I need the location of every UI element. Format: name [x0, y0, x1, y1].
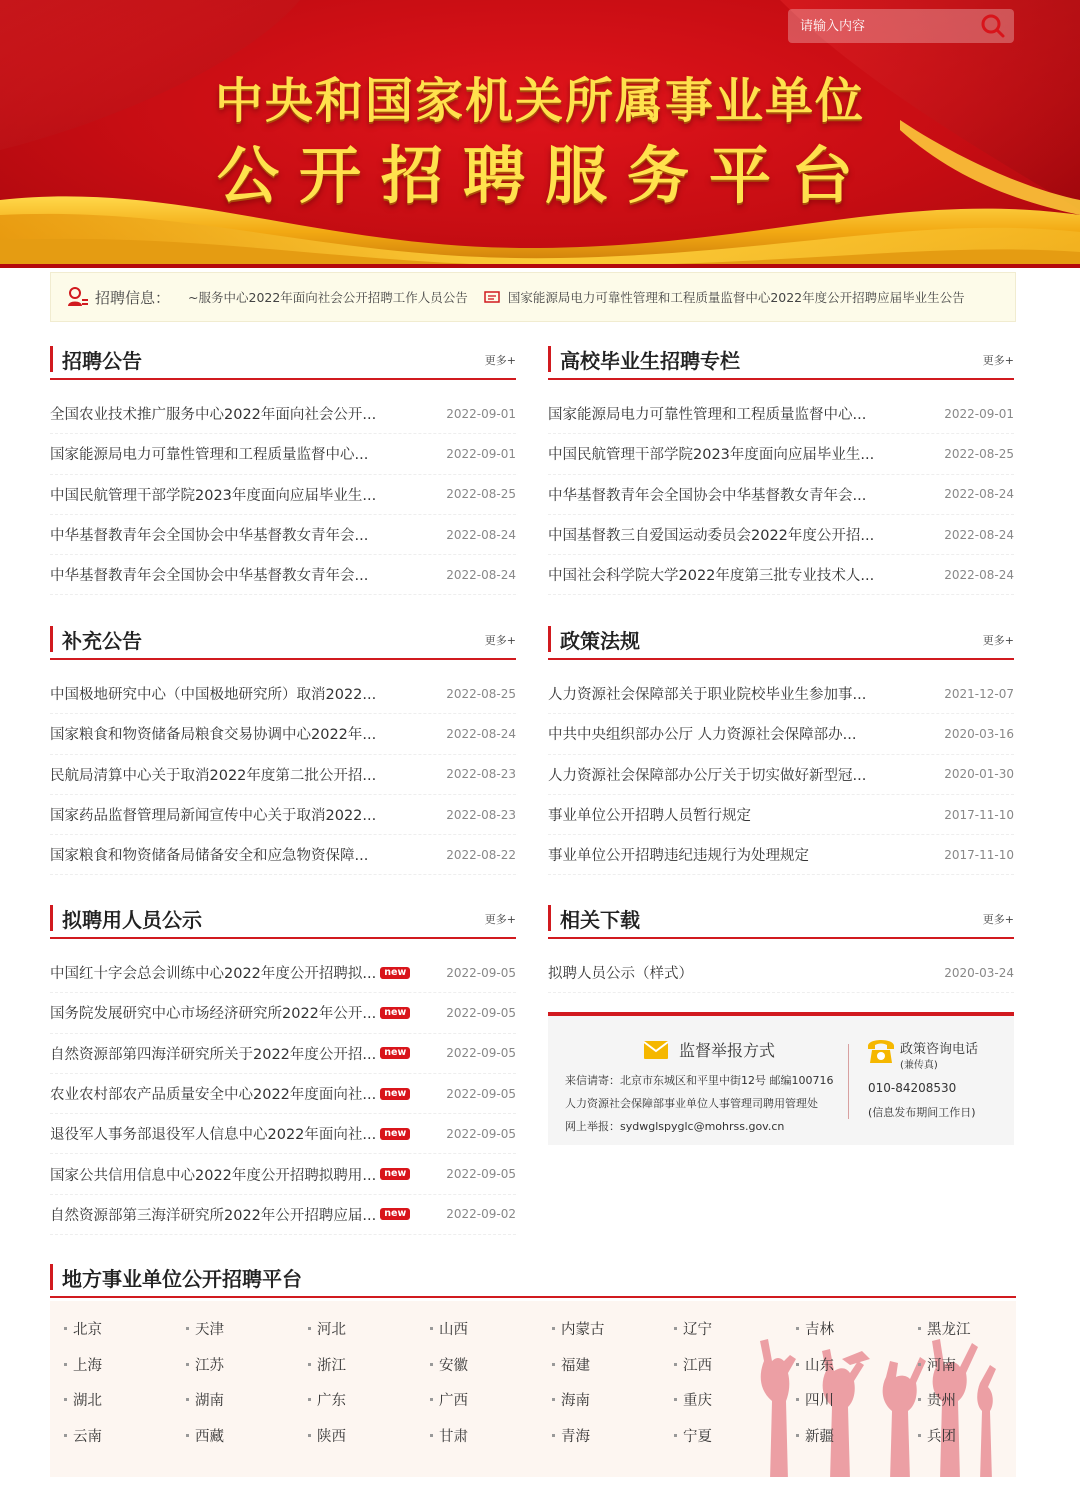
- list-item-date: 2022-09-02: [446, 1207, 516, 1222]
- list-item-title[interactable]: [548, 564, 944, 585]
- list-item[interactable]: [548, 555, 1014, 595]
- list-item-date: 2022-09-01: [446, 446, 516, 461]
- mail-icon: [643, 1040, 669, 1060]
- list-item-date: 2022-08-24: [446, 726, 516, 741]
- recruit-info-ticker: [50, 272, 1016, 322]
- list-item-date: 2022-09-05: [446, 965, 516, 980]
- province-link[interactable]: 湖北: [64, 1382, 186, 1418]
- section-title: 拟聘用人员公示: [62, 907, 202, 932]
- province-link[interactable]: 四川: [796, 1382, 918, 1418]
- list-item[interactable]: [50, 674, 516, 714]
- list-item-title[interactable]: [548, 962, 944, 983]
- more-link[interactable]: 更多+: [982, 354, 1014, 367]
- province-link[interactable]: 新疆: [796, 1418, 918, 1454]
- province-link[interactable]: 吉林: [796, 1311, 918, 1347]
- list-item-title-text: 国家粮食和物资储备局储备安全和应急物资保障...: [50, 848, 369, 865]
- list-item-title[interactable]: [548, 764, 944, 785]
- section-header: [50, 1258, 1016, 1298]
- list-item-date: 2020-03-16: [944, 726, 1014, 741]
- section-header: [548, 340, 1014, 380]
- list-item-title-text: 中华基督教青年会全国协会中华基督教女青年会...: [50, 568, 369, 585]
- list-item[interactable]: [50, 1034, 516, 1074]
- list-item-date: 2022-09-05: [446, 1167, 516, 1182]
- new-badge: new: [380, 967, 410, 979]
- section-accent: [548, 905, 551, 931]
- list-item-date: 2020-01-30: [944, 767, 1014, 782]
- list-item[interactable]: [50, 755, 516, 795]
- news-list: [50, 394, 516, 595]
- section-accent: [50, 346, 53, 372]
- province-link[interactable]: 河北: [308, 1311, 430, 1347]
- news-list: [548, 953, 1014, 993]
- list-item-title[interactable]: [548, 403, 944, 424]
- banner-title-line1: 中央和国家机关所属事业单位: [214, 73, 865, 129]
- list-item[interactable]: [50, 1154, 516, 1194]
- ticker-item-text: ~服务中心2022年面向社会公开招聘工作人员公告: [188, 290, 468, 305]
- more-link[interactable]: 更多+: [982, 913, 1014, 926]
- list-item-date: 2017-11-10: [944, 847, 1014, 862]
- list-item-title[interactable]: [50, 484, 446, 505]
- list-item-title[interactable]: [50, 764, 446, 785]
- list-item-title[interactable]: [50, 844, 446, 865]
- list-item-date: 2022-08-22: [446, 847, 516, 862]
- province-link[interactable]: 宁夏: [674, 1418, 796, 1454]
- section-accent: [50, 1264, 53, 1290]
- section-supplement: [50, 620, 516, 875]
- list-item[interactable]: [50, 835, 516, 875]
- list-item[interactable]: [50, 394, 516, 434]
- banner-title-line2: 公开招聘服务平台: [216, 139, 873, 212]
- hotline-title: 政策咨询电话: [900, 1042, 979, 1057]
- list-item-title[interactable]: [50, 443, 446, 464]
- new-badge: new: [380, 1208, 410, 1220]
- list-item-title[interactable]: [548, 683, 944, 704]
- province-link[interactable]: 江西: [674, 1347, 796, 1383]
- list-item-title[interactable]: [50, 804, 446, 825]
- province-link[interactable]: 海南: [552, 1382, 674, 1418]
- list-item-date: 2022-08-25: [446, 487, 516, 502]
- document-icon: [484, 291, 500, 303]
- section-proposed: [50, 899, 516, 1235]
- list-item-title[interactable]: [50, 524, 446, 545]
- province-link[interactable]: 黑龙江: [918, 1311, 1016, 1347]
- section-policy: [548, 620, 1014, 875]
- list-item-date: 2017-11-10: [944, 807, 1014, 822]
- list-item-date: 2022-08-25: [446, 686, 516, 701]
- new-badge: new: [380, 1128, 410, 1140]
- list-item[interactable]: [548, 953, 1014, 993]
- list-item-title-text: 自然资源部第四海洋研究所关于2022年度公开招...: [50, 1046, 377, 1063]
- province-link[interactable]: 甘肃: [430, 1418, 552, 1454]
- list-item-date: 2022-08-24: [944, 527, 1014, 542]
- section-header: [50, 620, 516, 660]
- list-item-date: 2022-08-23: [446, 807, 516, 822]
- list-item-date: 2022-08-24: [944, 567, 1014, 582]
- section-header: [50, 340, 516, 380]
- list-item-title-text: 人力资源社会保障部办公厅关于切实做好新型冠...: [548, 767, 867, 784]
- header-banner: [0, 0, 1080, 268]
- news-list: [548, 394, 1014, 595]
- list-item[interactable]: [548, 835, 1014, 875]
- list-item-title-text: 中华基督教青年会全国协会中华基督教女青年会...: [50, 528, 369, 545]
- list-item-title[interactable]: [548, 484, 944, 505]
- section-header: [50, 899, 516, 939]
- report-box: [548, 1012, 1014, 1145]
- list-item-title[interactable]: [50, 683, 446, 704]
- list-item-date: 2022-09-01: [446, 406, 516, 421]
- province-grid: [64, 1311, 1004, 1453]
- ticker-item-text: 国家能源局电力可靠性管理和工程质量监督中心2022年度公开招聘应届毕业生公告: [507, 290, 965, 305]
- list-item[interactable]: [50, 993, 516, 1033]
- list-item-title[interactable]: [548, 723, 944, 744]
- list-item[interactable]: [548, 714, 1014, 754]
- list-item-title-text: 中国社会科学院大学2022年度第三批专业技术人...: [548, 568, 875, 585]
- list-item[interactable]: [50, 515, 516, 555]
- list-item-title-text: 人力资源社会保障部关于职业院校毕业生参加事...: [548, 687, 867, 704]
- section-accent: [50, 626, 53, 652]
- ticker-item[interactable]: [484, 288, 965, 306]
- news-list: [50, 953, 516, 1235]
- list-item-title[interactable]: [50, 564, 446, 585]
- section-title: 地方事业单位公开招聘平台: [62, 1266, 302, 1291]
- province-panel: [50, 1301, 1016, 1477]
- list-item-title-text: 事业单位公开招聘违纪违规行为处理规定: [548, 848, 809, 865]
- list-item-title-text: 农业农村部农产品质量安全中心2022年度面向社...: [50, 1087, 377, 1104]
- more-link[interactable]: 更多+: [484, 354, 516, 367]
- hotline-number: 010-84208530: [868, 1081, 957, 1095]
- hotline-note: (信息发布期间工作日): [868, 1106, 976, 1119]
- list-item-title[interactable]: [548, 844, 944, 865]
- province-link[interactable]: 广西: [430, 1382, 552, 1418]
- list-item-date: 2020-03-24: [944, 965, 1014, 980]
- list-item-title-text: 中国红十字会总会训练中心2022年度公开招聘拟...: [50, 966, 377, 983]
- list-item-date: 2022-08-23: [446, 767, 516, 782]
- list-item-title[interactable]: [50, 1164, 446, 1185]
- search-button[interactable]: [972, 9, 1014, 43]
- ticker-item[interactable]: [188, 288, 468, 306]
- news-list: [548, 674, 1014, 875]
- search-icon: [980, 13, 1006, 39]
- section-title: 相关下载: [560, 907, 640, 932]
- province-link[interactable]: 福建: [552, 1347, 674, 1383]
- list-item-title-text: 中共中央组织部办公厅 人力资源社会保障部办...: [548, 727, 857, 744]
- province-link[interactable]: 上海: [64, 1347, 186, 1383]
- list-item-title-text: 国家药品监督管理局新闻宣传中心关于取消2022...: [50, 808, 377, 825]
- section-recruit: [50, 340, 516, 595]
- province-link[interactable]: 辽宁: [674, 1311, 796, 1347]
- list-item[interactable]: [548, 755, 1014, 795]
- list-item-title-text: 中国基督教三自爱国运动委员会2022年度公开招...: [548, 528, 875, 545]
- list-item-title[interactable]: [50, 723, 446, 744]
- new-badge: new: [380, 1088, 410, 1100]
- list-item[interactable]: [50, 1195, 516, 1235]
- list-item[interactable]: [50, 795, 516, 835]
- search-box: [788, 9, 1014, 43]
- report-divider: [848, 1044, 849, 1119]
- more-link[interactable]: 更多+: [484, 913, 516, 926]
- list-item[interactable]: [548, 434, 1014, 474]
- list-item-title-text: 中国民航管理干部学院2023年度面向应届毕业生...: [50, 487, 377, 504]
- list-item-title-text: 全国农业技术推广服务中心2022年面向社会公开...: [50, 407, 377, 424]
- list-item-title-text: 国家粮食和物资储备局粮食交易协调中心2022年...: [50, 727, 377, 744]
- list-item-date: 2022-08-24: [446, 567, 516, 582]
- list-item-date: 2022-09-01: [944, 406, 1014, 421]
- list-item-title[interactable]: [548, 443, 944, 464]
- list-item-title-text: 国家能源局电力可靠性管理和工程质量监督中心...: [50, 447, 369, 464]
- report-details: [565, 1069, 833, 1138]
- hotline-subtitle: (兼传真): [900, 1060, 938, 1071]
- list-item-title[interactable]: [548, 524, 944, 545]
- ticker-label: 招聘信息：: [95, 288, 171, 307]
- section-graduates: [548, 340, 1014, 595]
- list-item-title-text: 中国极地研究中心（中国极地研究所）取消2022...: [50, 687, 377, 704]
- list-item-title[interactable]: [50, 1043, 446, 1064]
- search-input[interactable]: [788, 9, 972, 43]
- list-item-date: 2022-09-05: [446, 1086, 516, 1101]
- province-link[interactable]: 山西: [430, 1311, 552, 1347]
- section-header: [548, 899, 1014, 939]
- ticker-items: [188, 288, 981, 306]
- province-link[interactable]: 北京: [64, 1311, 186, 1347]
- section-accent: [548, 346, 551, 372]
- list-item-title[interactable]: [50, 962, 446, 983]
- list-item[interactable]: [50, 434, 516, 474]
- section-title: 政策法规: [560, 628, 640, 653]
- new-badge: new: [380, 1007, 410, 1019]
- section-header: [548, 620, 1014, 660]
- report-department: 人力资源社会保障部事业单位人事管理司聘用管理处: [565, 1097, 818, 1110]
- new-badge: new: [380, 1168, 410, 1180]
- province-link[interactable]: 广东: [308, 1382, 430, 1418]
- list-item-title-text: 拟聘人员公示（样式）: [548, 966, 693, 983]
- list-item-title[interactable]: [50, 403, 446, 424]
- report-title: [643, 1038, 775, 1061]
- more-link[interactable]: 更多+: [484, 634, 516, 647]
- province-link[interactable]: 安徽: [430, 1347, 552, 1383]
- province-link[interactable]: 贵州: [918, 1382, 1016, 1418]
- list-item-title[interactable]: [50, 1123, 446, 1144]
- news-list: [50, 674, 516, 875]
- list-item-date: 2022-09-05: [446, 1126, 516, 1141]
- list-item-date: 2022-09-05: [446, 1046, 516, 1061]
- province-link[interactable]: 兵团: [918, 1418, 1016, 1454]
- section-downloads: [548, 899, 1014, 993]
- report-online[interactable]: 网上举报：sydwglspyglc@mohrss.gov.cn: [565, 1120, 785, 1133]
- list-item[interactable]: [50, 555, 516, 595]
- list-item-title-text: 民航局清算中心关于取消2022年度第二批公开招...: [50, 767, 377, 784]
- list-item-date: 2021-12-07: [944, 686, 1014, 701]
- section-accent: [50, 905, 53, 931]
- list-item-date: 2022-09-05: [446, 1005, 516, 1020]
- list-item[interactable]: [548, 394, 1014, 434]
- section-accent: [548, 626, 551, 652]
- province-link[interactable]: 天津: [186, 1311, 308, 1347]
- list-item-date: 2022-08-24: [944, 487, 1014, 502]
- list-item-date: 2022-08-24: [446, 527, 516, 542]
- list-item-title[interactable]: [548, 804, 944, 825]
- list-item-title-text: 自然资源部第三海洋研究所2022年公开招聘应届...: [50, 1207, 377, 1224]
- new-badge: new: [380, 1047, 410, 1059]
- province-link[interactable]: 云南: [64, 1418, 186, 1454]
- list-item-title[interactable]: [50, 1204, 446, 1225]
- section-title: 招聘公告: [62, 348, 142, 373]
- list-item-title-text: 中华基督教青年会全国协会中华基督教女青年会...: [548, 487, 867, 504]
- province-link[interactable]: 内蒙古: [552, 1311, 674, 1347]
- report-title-text: 监督举报方式: [679, 1041, 776, 1060]
- list-item-title-text: 国家能源局电力可靠性管理和工程质量监督中心...: [548, 407, 867, 424]
- more-link[interactable]: 更多+: [982, 634, 1014, 647]
- province-link[interactable]: 青海: [552, 1418, 674, 1454]
- province-link[interactable]: 西藏: [186, 1418, 308, 1454]
- province-link[interactable]: 陕西: [308, 1418, 430, 1454]
- list-item-title-text: 国家公共信用信息中心2022年度公开招聘拟聘用...: [50, 1167, 377, 1184]
- list-item[interactable]: [548, 674, 1014, 714]
- list-item[interactable]: [548, 515, 1014, 555]
- report-mail-address: 来信请寄：北京市东城区和平里中街12号 邮编100716: [565, 1074, 834, 1087]
- section-title: 补充公告: [62, 628, 142, 653]
- province-link[interactable]: 山东: [796, 1347, 918, 1383]
- province-link[interactable]: 湖南: [186, 1382, 308, 1418]
- list-item[interactable]: [50, 714, 516, 754]
- section-local-platforms: [50, 1258, 1016, 1298]
- section-title: 高校毕业生招聘专栏: [560, 348, 740, 373]
- banner-divider: [0, 264, 1080, 268]
- list-item[interactable]: [548, 475, 1014, 515]
- list-item-title-text: 中国民航管理干部学院2023年度面向应届毕业生...: [548, 447, 875, 464]
- list-item[interactable]: [50, 1114, 516, 1154]
- province-link[interactable]: 重庆: [674, 1382, 796, 1418]
- list-item-title-text: 国务院发展研究中心市场经济研究所2022年公开...: [50, 1006, 377, 1023]
- list-item-title-text: 退役军人事务部退役军人信息中心2022年面向社...: [50, 1127, 377, 1144]
- list-item[interactable]: [548, 795, 1014, 835]
- list-item-date: 2022-08-25: [944, 446, 1014, 461]
- list-item-title-text: 事业单位公开招聘人员暂行规定: [548, 808, 751, 825]
- province-link[interactable]: 河南: [918, 1347, 1016, 1383]
- list-item-title[interactable]: [50, 1002, 446, 1023]
- list-item[interactable]: [50, 953, 516, 993]
- list-item-title[interactable]: [50, 1083, 446, 1104]
- list-item[interactable]: [50, 1074, 516, 1114]
- province-link[interactable]: 江苏: [186, 1347, 308, 1383]
- list-item[interactable]: [50, 475, 516, 515]
- user-icon: [67, 287, 89, 307]
- phone-icon: [866, 1036, 896, 1064]
- province-link[interactable]: 浙江: [308, 1347, 430, 1383]
